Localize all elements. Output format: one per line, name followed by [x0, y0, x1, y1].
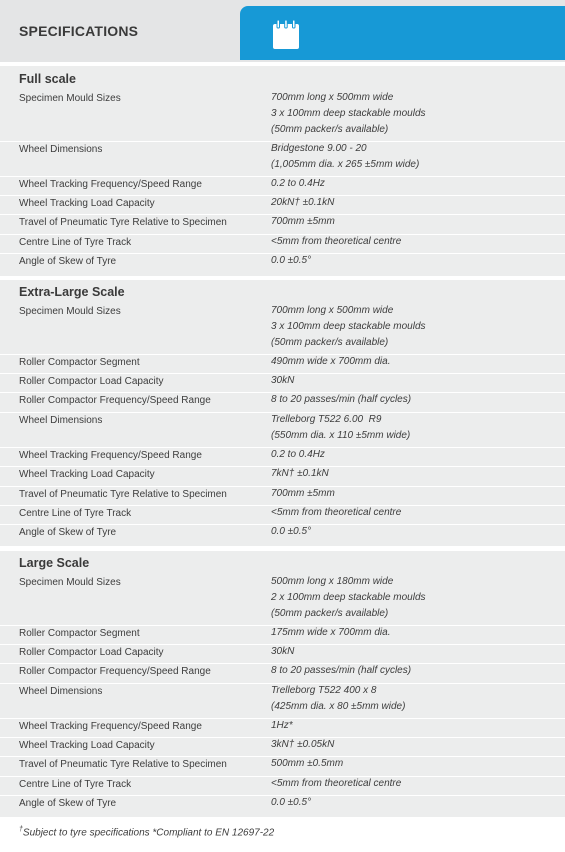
spec-label: Specimen Mould Sizes: [19, 306, 121, 317]
spec-label: Wheel Tracking Load Capacity: [19, 740, 155, 751]
spec-label: Wheel Dimensions: [19, 144, 103, 155]
spec-label: Roller Compactor Load Capacity: [19, 376, 164, 387]
spec-value: 175mm wide x 700mm dia.: [271, 627, 391, 638]
spec-label: Travel of Pneumatic Tyre Relative to Specimen: [19, 217, 227, 228]
spec-value: 8 to 20 passes/min (half cycles): [271, 394, 412, 405]
specifications-header: [0, 0, 565, 62]
spec-section: [0, 66, 565, 276]
spec-value: 0.2 to 0.4Hz: [271, 449, 325, 460]
spec-label: Specimen Mould Sizes: [19, 93, 121, 104]
spec-label: Angle of Skew of Tyre: [19, 256, 117, 267]
header-tab: [240, 6, 565, 60]
spec-value: Bridgestone 9.00 - 20 (1,005mm dia. x 265 ±5mm wide): [271, 143, 420, 170]
spec-label: Wheel Tracking Load Capacity: [19, 198, 155, 209]
spec-label: Centre Line of Tyre Track: [19, 237, 132, 248]
footnote: [19, 826, 274, 838]
footnote-text: Subject to tyre specifications *Compliant to EN 12697-22: [22, 827, 275, 839]
spec-value: Trelleborg T522 400 x 8 (425mm dia. x 80 ±5mm wide): [271, 685, 406, 712]
spec-value: 30kN: [271, 646, 295, 657]
spec-value: 500mm ±0.5mm: [271, 758, 344, 769]
spec-label: Roller Compactor Segment: [19, 628, 140, 639]
spec-label: Wheel Tracking Frequency/Speed Range: [19, 179, 202, 190]
spec-value: <5mm from theoretical centre: [271, 507, 402, 518]
section-title: Large Scale: [19, 556, 90, 570]
spec-label: Wheel Dimensions: [19, 415, 103, 426]
spec-value: 8 to 20 passes/min (half cycles): [271, 665, 412, 676]
spec-label: Roller Compactor Frequency/Speed Range: [19, 666, 211, 677]
spec-label: Roller Compactor Segment: [19, 357, 140, 368]
spec-value: 0.0 ±0.5°: [271, 797, 312, 808]
spec-value: 1Hz*: [271, 720, 293, 731]
spec-value: 30kN: [271, 375, 295, 386]
page-title: SPECIFICATIONS: [19, 23, 139, 39]
spec-value: 700mm long x 500mm wide 3 x 100mm deep stackable moulds (50mm packer/s available): [271, 305, 426, 348]
spec-label: Wheel Tracking Frequency/Speed Range: [19, 721, 202, 732]
footnote-dagger: †: [19, 826, 23, 833]
spec-label: Centre Line of Tyre Track: [19, 779, 132, 790]
spec-value: 700mm ±5mm: [271, 216, 335, 227]
spec-label: Roller Compactor Load Capacity: [19, 647, 164, 658]
section-title: Extra-Large Scale: [19, 285, 125, 299]
spec-label: Travel of Pneumatic Tyre Relative to Specimen: [19, 759, 227, 770]
spec-label: Angle of Skew of Tyre: [19, 527, 117, 538]
spec-label: Wheel Tracking Load Capacity: [19, 469, 155, 480]
spec-value: 20kN† ±0.1kN: [271, 197, 335, 208]
spec-label: Roller Compactor Frequency/Speed Range: [19, 395, 211, 406]
spec-label: Travel of Pneumatic Tyre Relative to Specimen: [19, 489, 227, 500]
spec-value: Trelleborg T522 6.00 R9 (550mm dia. x 110 ±5mm wide): [271, 414, 411, 441]
spec-label: Angle of Skew of Tyre: [19, 798, 117, 809]
section-title: Full scale: [19, 72, 76, 86]
spec-value: 490mm wide x 700mm dia.: [271, 356, 391, 367]
spec-section: [0, 280, 565, 546]
spec-value: 7kN† ±0.1kN: [271, 468, 329, 479]
spec-value: 0.2 to 0.4Hz: [271, 178, 325, 189]
spec-section: [0, 551, 565, 817]
spec-value: <5mm from theoretical centre: [271, 778, 402, 789]
spec-value: 700mm long x 500mm wide 3 x 100mm deep stackable moulds (50mm packer/s available): [271, 92, 426, 135]
spec-value: 0.0 ±0.5°: [271, 255, 312, 266]
spec-label: Specimen Mould Sizes: [19, 577, 121, 588]
spec-value: 0.0 ±0.5°: [271, 526, 312, 537]
spec-value: <5mm from theoretical centre: [271, 236, 402, 247]
spec-label: Wheel Dimensions: [19, 686, 103, 697]
spec-label: Wheel Tracking Frequency/Speed Range: [19, 450, 202, 461]
spec-value: 500mm long x 180mm wide 2 x 100mm deep stackable moulds (50mm packer/s available): [271, 576, 426, 619]
spec-value: 3kN† ±0.05kN: [271, 739, 335, 750]
spec-label: Centre Line of Tyre Track: [19, 508, 132, 519]
clipboard-icon: [272, 20, 300, 50]
spec-value: 700mm ±5mm: [271, 488, 335, 499]
